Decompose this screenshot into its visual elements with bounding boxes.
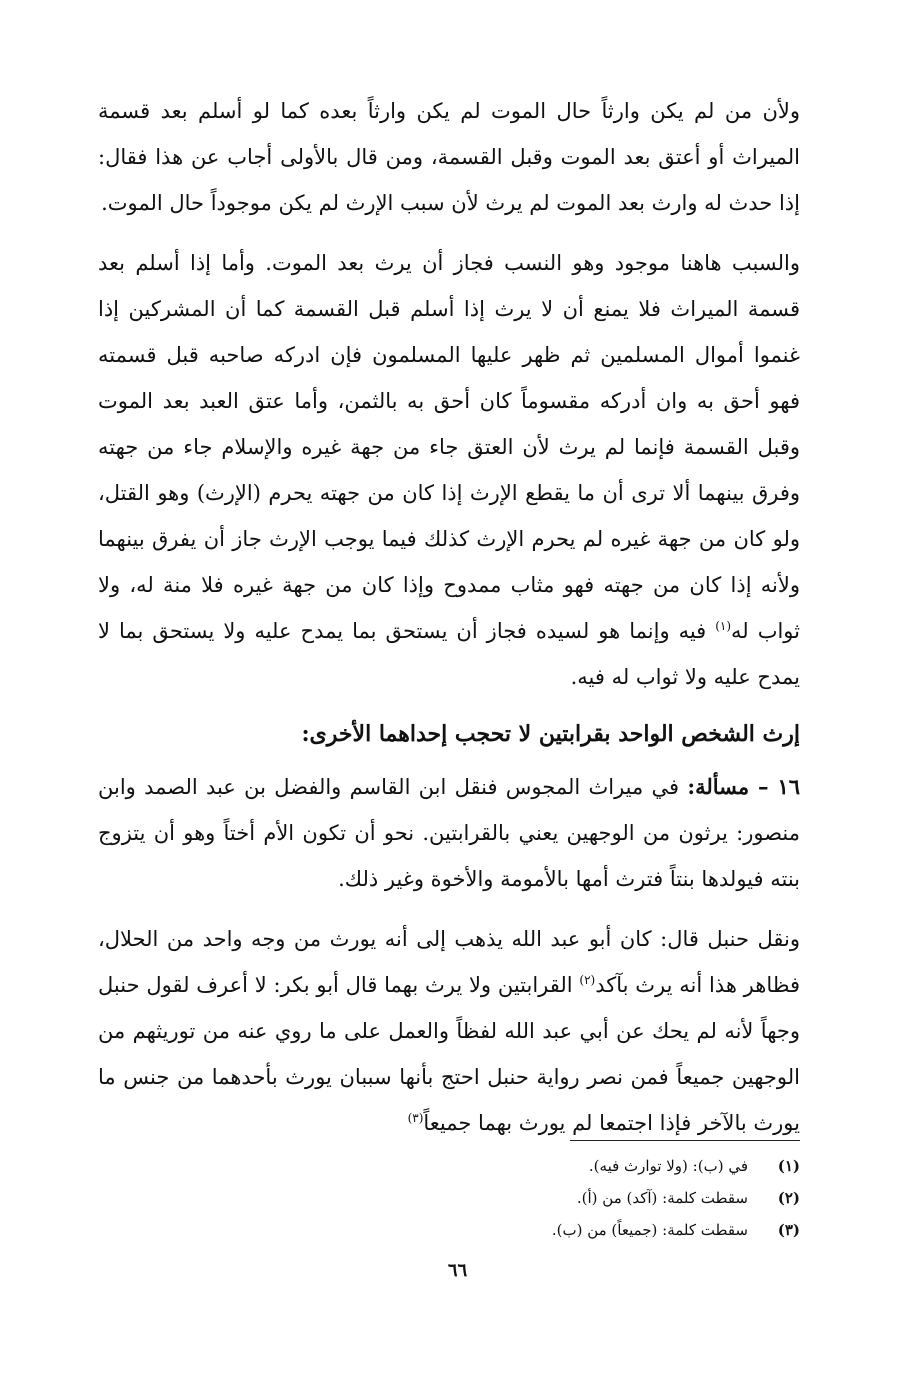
- paragraph-2: [98, 240, 800, 700]
- footnote-mark: (٣): [777, 1221, 800, 1239]
- paragraph-1-text: ولأن من لم يكن وارثاً حال الموت لم يكن وارثاً بعده كما لو أسلم بعد قسمة الميراث أو أعتق بعد الموت وقبل القسمة، ومن قال بالأولى أجاب عن هذا فقال: إذا حدث له وارث بعد الموت لم يرث لأن سبب الإرث لم يكن موجوداً حال الموت.: [98, 99, 800, 215]
- footnote-ref-3: (٣): [407, 1111, 424, 1125]
- issue-paragraph: [98, 764, 800, 902]
- footnotes: [98, 1150, 800, 1246]
- footnote-text: سقطت كلمة: (جميعاً) من (ب).: [551, 1221, 748, 1239]
- footnote-item: [98, 1182, 800, 1214]
- footnote-text: سقطت كلمة: (آكد) من (أ).: [576, 1189, 748, 1207]
- hanbal-paragraph: [98, 916, 800, 1146]
- paragraph-2-tail: فيه وإنما هو لسيده فجاز أن يستحق بما يمدح عليه ولا يستحق بما لا يمدح عليه ولا ثواب له فيه.: [98, 619, 800, 689]
- issue-number: ١٦ – مسألة:: [687, 774, 800, 799]
- page-number: ٦٦: [447, 1260, 468, 1281]
- footnote-ref-2: (٢): [579, 973, 596, 987]
- footnote-item: [98, 1150, 800, 1182]
- hanbal-text: ونقل حنبل قال: كان أبو عبد الله يذهب إلى أنه يورث من وجه واحد من الحلال، فظاهر هذا أنه يرث بآكد: [98, 927, 800, 997]
- issue-text: في ميراث المجوس فنقل ابن القاسم والفضل بن عبد الصمد وابن منصور: يرثون من الوجهين يعني بالقرابتين. نحو أن تكون الأم أختاً وهو أن يتزوج بنته فيولدها بنتاً فترث أمها بالأمومة والأخوة وغير ذلك.: [98, 775, 800, 891]
- hanbal-middle: القرابتين ولا يرث بهما قال أبو بكر: لا أعرف لقول حنبل وجهاً لأنه لم يحك عن أبي عبد الله لفظاً والعمل على ما روي عنه من توريثهم من الوجهين جميعاً فمن نصر رواية حنبل احتج بأنها سببان يورث بأحدهما من جنس ما يورث بالآخر فإذا اجتمعا لم يورث بهما جميعاً: [98, 973, 800, 1135]
- footnote-mark: (٢): [777, 1189, 800, 1207]
- footnote-divider: [570, 1140, 800, 1141]
- paragraph-1: [98, 88, 800, 226]
- footnote-item: [98, 1214, 800, 1246]
- footnote-mark: (١): [777, 1157, 800, 1175]
- page-body: [98, 88, 800, 1239]
- footnote-ref-1: (١): [715, 619, 732, 633]
- footnote-text: في (ب): (ولا توارث فيه).: [588, 1157, 748, 1175]
- paragraph-2-text: والسبب هاهنا موجود وهو النسب فجاز أن يرث بعد الموت. وأما إذا أسلم بعد قسمة الميراث فلا يمنع أن لا يرث إذا أسلم قبل القسمة كما أن المشركين إذا غنموا أموال المسلمين ثم ظهر عليها المسلمون فإن ادركه صاحبه قبل قسمته فهو أحق به وان أدركه مقسوماً كان أحق به بالثمن، وأما عتق العبد بعد الموت وقبل القسمة فإنما لم يرث لأن العتق جاء من جهة غيره والإسلام جاء من جهته وفرق بينهما ألا ترى أن ما يقطع الإرث إذا كان من جهته يحرم (الإرث) وهو القتل، ولو كان من جهة غيره لم يحرم الإرث كذلك فيما يوجب الإرث جاز أن يفرق بينهما ولأنه إذا كان من جهته فهو مثاب ممدوح وإذا كان من جهة غيره فلا منة له، ولا ثواب له: [98, 251, 800, 643]
- section-heading: إرث الشخص الواحد بقرابتين لا تحجب إحداهما الأخرى:: [301, 721, 800, 747]
